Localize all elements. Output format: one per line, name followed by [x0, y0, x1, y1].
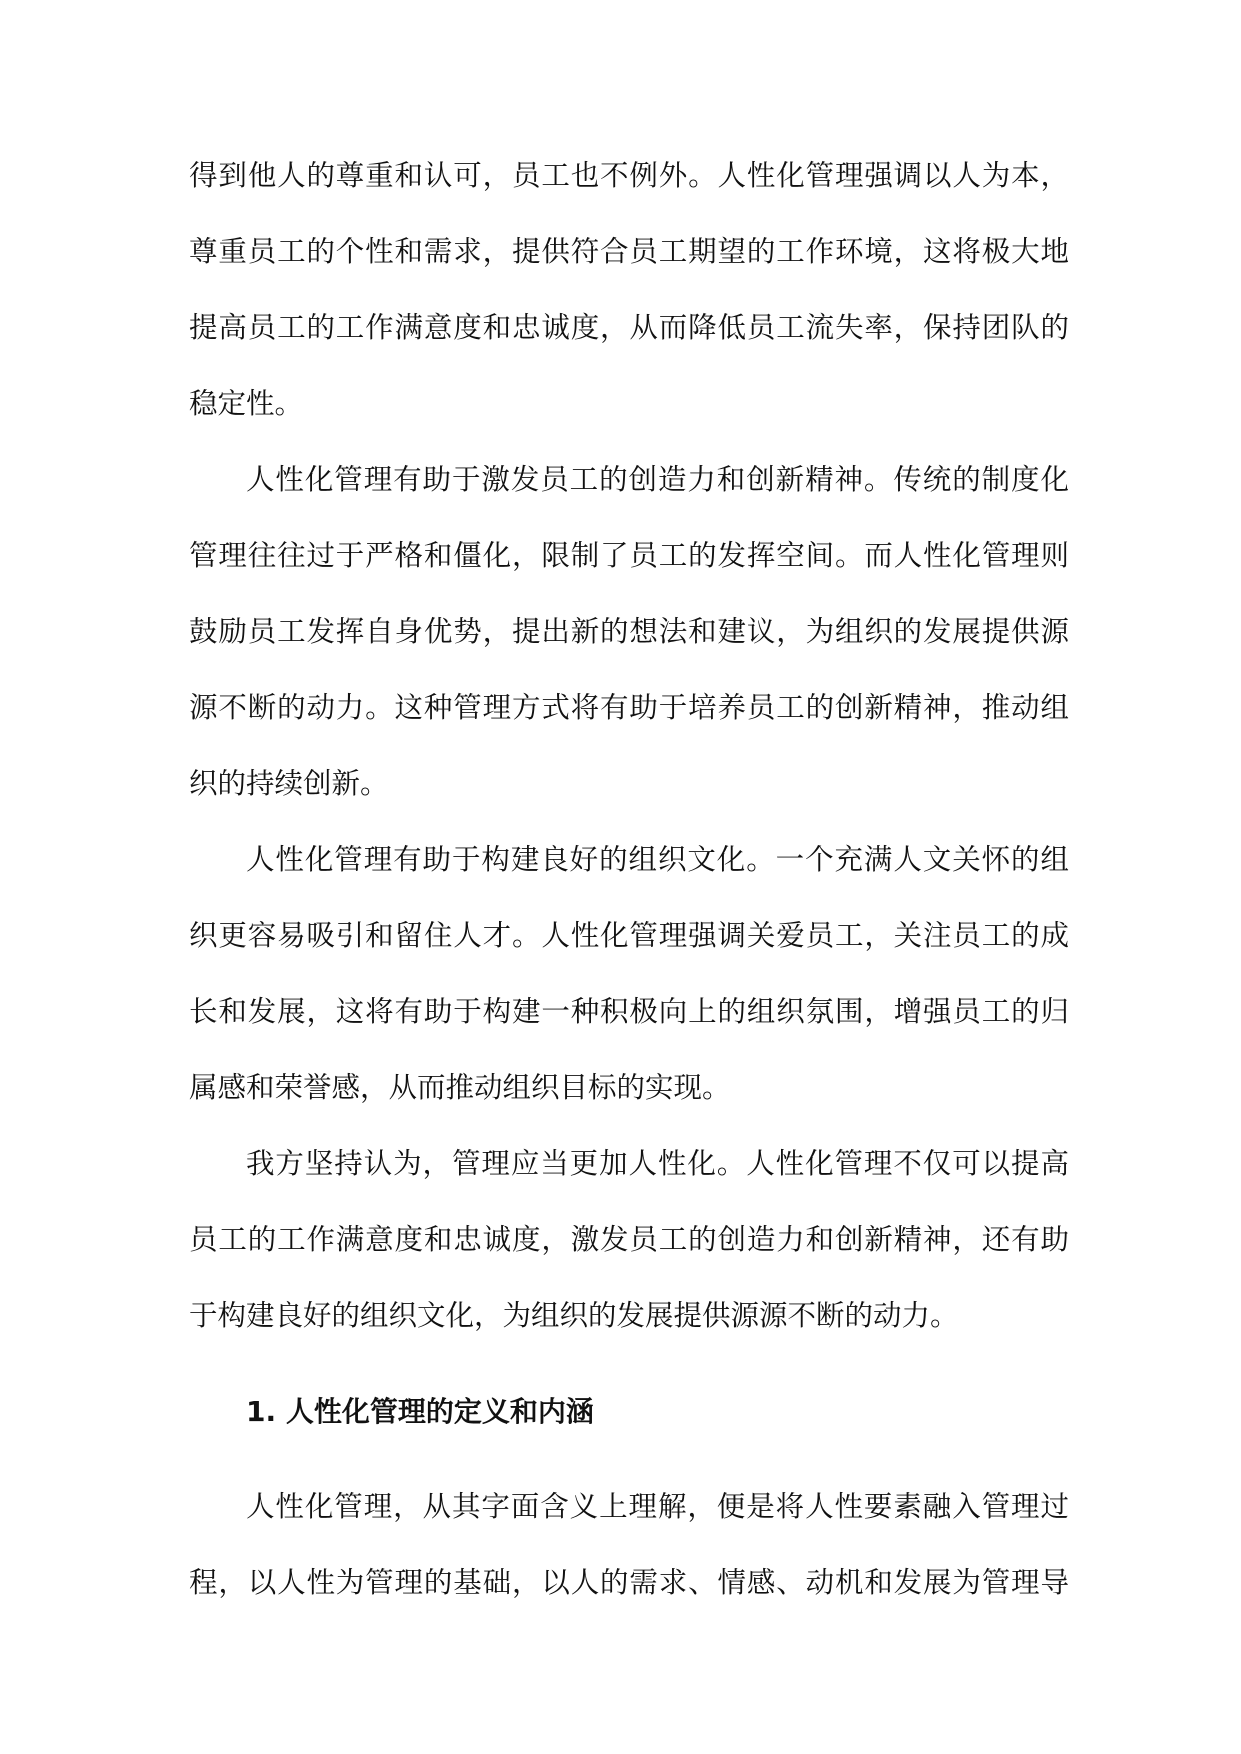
- paragraph-line: 提高员工的工作满意度和忠诚度，从而降低员工流失率，保持团队的: [189, 311, 1069, 344]
- paragraph-3: [189, 822, 1069, 1126]
- paragraph-line: 得到他人的尊重和认可，员工也不例外。人性化管理强调以人为本，: [189, 159, 1069, 192]
- paragraph-line: 长和发展，这将有助于构建一种积极向上的组织氛围，增强员工的归: [189, 995, 1069, 1028]
- paragraph-line: 属感和荣誉感，从而推动组织目标的实现。: [189, 1071, 731, 1104]
- paragraph-line: 鼓励员工发挥自身优势，提出新的想法和建议，为组织的发展提供源: [189, 615, 1069, 648]
- paragraph-line: 尊重员工的个性和需求，提供符合员工期望的工作环境，这将极大地: [189, 235, 1069, 268]
- paragraph-2: [189, 442, 1069, 822]
- paragraph-line: 稳定性。: [189, 387, 304, 420]
- section-paragraph: [189, 1469, 1069, 1621]
- paragraph-line: 人性化管理有助于构建良好的组织文化。一个充满人文关怀的组: [246, 843, 1069, 876]
- paragraph-4: [189, 1126, 1069, 1354]
- paragraph-line: 程，以人性为管理的基础，以人的需求、情感、动机和发展为管理导: [189, 1566, 1069, 1599]
- section-heading: 1. 人性化管理的定义和内涵: [246, 1395, 594, 1428]
- paragraph-line: 源不断的动力。这种管理方式将有助于培养员工的创新精神，推动组: [189, 691, 1069, 724]
- paragraph-line: 管理往往过于严格和僵化，限制了员工的发挥空间。而人性化管理则: [189, 539, 1069, 572]
- paragraph-line: 织的持续创新。: [189, 767, 389, 800]
- paragraph-line: 人性化管理有助于激发员工的创造力和创新精神。传统的制度化: [246, 463, 1069, 496]
- paragraph-1: [189, 138, 1069, 442]
- paragraph-line: 员工的工作满意度和忠诚度，激发员工的创造力和创新精神，还有助: [189, 1223, 1069, 1256]
- paragraph-line: 我方坚持认为，管理应当更加人性化。人性化管理不仅可以提高: [246, 1147, 1069, 1180]
- paragraph-line: 织更容易吸引和留住人才。人性化管理强调关爱员工，关注员工的成: [189, 919, 1069, 952]
- paragraph-line: 人性化管理，从其字面含义上理解，便是将人性要素融入管理过: [246, 1490, 1069, 1523]
- paragraph-line: 于构建良好的组织文化，为组织的发展提供源源不断的动力。: [189, 1299, 959, 1332]
